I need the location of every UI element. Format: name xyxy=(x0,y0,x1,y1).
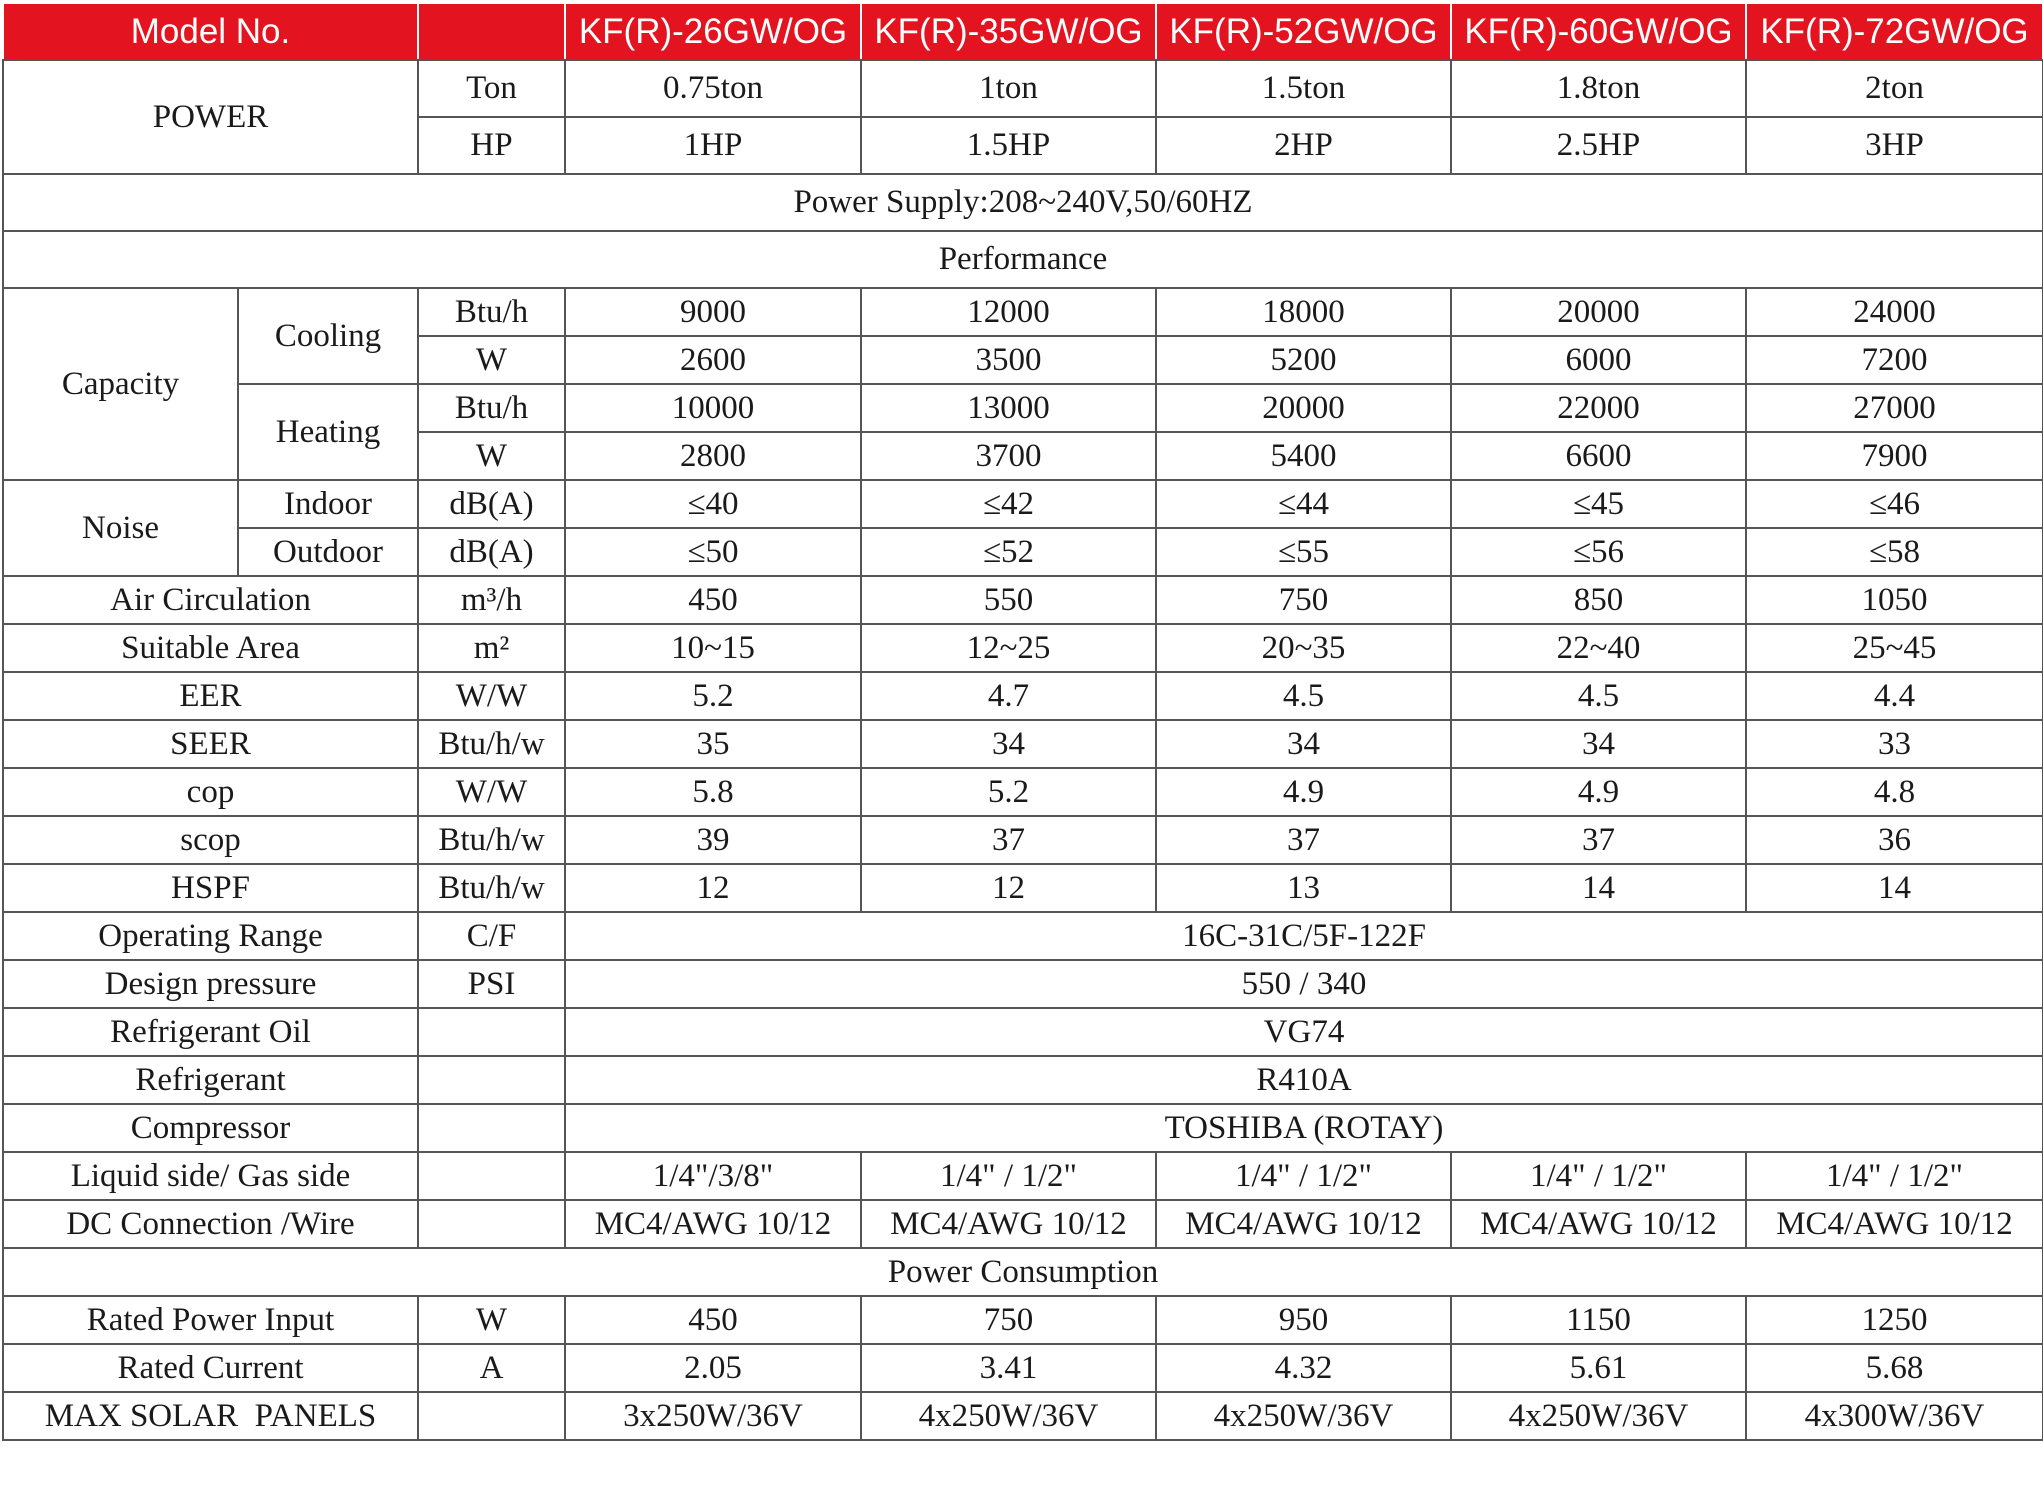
value-cell: 4.5 xyxy=(1451,672,1746,720)
power-supply-text: Power Supply:208~240V,50/60HZ xyxy=(3,174,2043,231)
value-cell: 1.5ton xyxy=(1156,60,1451,117)
unit-cell: dB(A) xyxy=(418,528,565,576)
value-cell: 4x300W/36V xyxy=(1746,1392,2043,1440)
capacity-label: Capacity xyxy=(3,288,238,480)
value-cell: MC4/AWG 10/12 xyxy=(1451,1200,1746,1248)
row-label: SEER xyxy=(3,720,418,768)
row-label: MAX SOLAR PANELS xyxy=(3,1392,418,1440)
scop-row xyxy=(3,816,2043,864)
noise-outdoor-row xyxy=(3,528,2043,576)
value-cell: 4.8 xyxy=(1746,768,2043,816)
hspf-row xyxy=(3,864,2043,912)
value-cell: MC4/AWG 10/12 xyxy=(565,1200,861,1248)
unit-cell: m³/h xyxy=(418,576,565,624)
value-cell: 1ton xyxy=(861,60,1156,117)
row-label: Air Circulation xyxy=(3,576,418,624)
value-cell: 1250 xyxy=(1746,1296,2043,1344)
performance-row xyxy=(3,231,2043,288)
value-cell: 2.05 xyxy=(565,1344,861,1392)
row-label: Liquid side/ Gas side xyxy=(3,1152,418,1200)
shared-value-cell: R410A xyxy=(565,1056,2043,1104)
value-cell: 750 xyxy=(1156,576,1451,624)
value-cell: ≤58 xyxy=(1746,528,2043,576)
value-cell: 13000 xyxy=(861,384,1156,432)
eer-row xyxy=(3,672,2043,720)
value-cell: 850 xyxy=(1451,576,1746,624)
value-cell: 12000 xyxy=(861,288,1156,336)
spec-table xyxy=(2,2,2043,1441)
value-cell: 37 xyxy=(1156,816,1451,864)
power-ton-row xyxy=(3,60,2043,117)
unit-cell xyxy=(418,1104,565,1152)
row-label: Rated Power Input xyxy=(3,1296,418,1344)
value-cell: 33 xyxy=(1746,720,2043,768)
value-cell: 2600 xyxy=(565,336,861,384)
value-cell: 1/4" / 1/2" xyxy=(1746,1152,2043,1200)
row-label: Compressor xyxy=(3,1104,418,1152)
value-cell: 22~40 xyxy=(1451,624,1746,672)
heating-btu-row xyxy=(3,384,2043,432)
power-consumption-row xyxy=(3,1248,2043,1296)
row-label: Refrigerant xyxy=(3,1056,418,1104)
value-cell: 1/4" / 1/2" xyxy=(861,1152,1156,1200)
value-cell: ≤42 xyxy=(861,480,1156,528)
unit-cell: W/W xyxy=(418,672,565,720)
design-pressure-row xyxy=(3,960,2043,1008)
shared-value-cell: TOSHIBA (ROTAY) xyxy=(565,1104,2043,1152)
shared-value-cell: VG74 xyxy=(565,1008,2043,1056)
value-cell: 4.4 xyxy=(1746,672,2043,720)
unit-cell: PSI xyxy=(418,960,565,1008)
value-cell: MC4/AWG 10/12 xyxy=(1156,1200,1451,1248)
value-cell: 6000 xyxy=(1451,336,1746,384)
row-label: scop xyxy=(3,816,418,864)
rated-power-input-row xyxy=(3,1296,2043,1344)
value-cell: 750 xyxy=(861,1296,1156,1344)
unit-cell xyxy=(418,1152,565,1200)
value-cell: 14 xyxy=(1746,864,2043,912)
unit-cell: W xyxy=(418,1296,565,1344)
value-cell: 14 xyxy=(1451,864,1746,912)
unit-cell: C/F xyxy=(418,912,565,960)
value-cell: ≤45 xyxy=(1451,480,1746,528)
value-cell: MC4/AWG 10/12 xyxy=(1746,1200,2043,1248)
noise-indoor-row xyxy=(3,480,2043,528)
value-cell: 2ton xyxy=(1746,60,2043,117)
value-cell: 3x250W/36V xyxy=(565,1392,861,1440)
value-cell: 5.8 xyxy=(565,768,861,816)
value-cell: 4.9 xyxy=(1451,768,1746,816)
model-header: KF(R)-72GW/OG xyxy=(1746,3,2043,60)
value-cell: 5200 xyxy=(1156,336,1451,384)
value-cell: ≤56 xyxy=(1451,528,1746,576)
value-cell: 20000 xyxy=(1156,384,1451,432)
value-cell: 4x250W/36V xyxy=(1451,1392,1746,1440)
row-label: DC Connection /Wire xyxy=(3,1200,418,1248)
value-cell: 39 xyxy=(565,816,861,864)
value-cell: ≤52 xyxy=(861,528,1156,576)
unit-cell: Btu/h xyxy=(418,384,565,432)
value-cell: 25~45 xyxy=(1746,624,2043,672)
value-cell: 4.7 xyxy=(861,672,1156,720)
value-cell: 3.41 xyxy=(861,1344,1156,1392)
unit-cell: Btu/h/w xyxy=(418,816,565,864)
value-cell: 3HP xyxy=(1746,117,2043,174)
dc-connection-row xyxy=(3,1200,2043,1248)
value-cell: 950 xyxy=(1156,1296,1451,1344)
row-label: EER xyxy=(3,672,418,720)
unit-cell: W xyxy=(418,432,565,480)
unit-cell xyxy=(418,1008,565,1056)
performance-section-title: Performance xyxy=(3,231,2043,288)
model-no-label: Model No. xyxy=(3,3,418,60)
unit-cell xyxy=(418,1056,565,1104)
noise-label: Noise xyxy=(3,480,238,576)
value-cell: 9000 xyxy=(565,288,861,336)
shared-value-cell: 16C-31C/5F-122F xyxy=(565,912,2043,960)
piping-row xyxy=(3,1152,2043,1200)
value-cell: 12~25 xyxy=(861,624,1156,672)
value-cell: 450 xyxy=(565,1296,861,1344)
value-cell: 1050 xyxy=(1746,576,2043,624)
value-cell: 35 xyxy=(565,720,861,768)
value-cell: 34 xyxy=(1156,720,1451,768)
value-cell: 5.2 xyxy=(861,768,1156,816)
value-cell: 20~35 xyxy=(1156,624,1451,672)
value-cell: 36 xyxy=(1746,816,2043,864)
value-cell: 1/4" / 1/2" xyxy=(1156,1152,1451,1200)
row-label: Rated Current xyxy=(3,1344,418,1392)
value-cell: 1/4" / 1/2" xyxy=(1451,1152,1746,1200)
value-cell: MC4/AWG 10/12 xyxy=(861,1200,1156,1248)
unit-cell: Btu/h/w xyxy=(418,720,565,768)
value-cell: 7200 xyxy=(1746,336,2043,384)
rated-current-row xyxy=(3,1344,2043,1392)
cooling-label: Cooling xyxy=(238,288,418,384)
unit-cell: Btu/h xyxy=(418,288,565,336)
value-cell: 4.32 xyxy=(1156,1344,1451,1392)
value-cell: 5.2 xyxy=(565,672,861,720)
value-cell: 12 xyxy=(565,864,861,912)
value-cell: 3700 xyxy=(861,432,1156,480)
value-cell: 1.5HP xyxy=(861,117,1156,174)
value-cell: 4x250W/36V xyxy=(1156,1392,1451,1440)
unit-cell: dB(A) xyxy=(418,480,565,528)
row-label: Design pressure xyxy=(3,960,418,1008)
value-cell: 4.5 xyxy=(1156,672,1451,720)
value-cell: 7900 xyxy=(1746,432,2043,480)
value-cell: 18000 xyxy=(1156,288,1451,336)
value-cell: ≤44 xyxy=(1156,480,1451,528)
header-row xyxy=(3,3,2043,60)
value-cell: 2.5HP xyxy=(1451,117,1746,174)
indoor-label: Indoor xyxy=(238,480,418,528)
power-supply-row xyxy=(3,174,2043,231)
row-label: HSPF xyxy=(3,864,418,912)
value-cell: 5400 xyxy=(1156,432,1451,480)
refrigerant-row xyxy=(3,1056,2043,1104)
value-cell: ≤55 xyxy=(1156,528,1451,576)
seer-row xyxy=(3,720,2043,768)
unit-cell xyxy=(418,1200,565,1248)
header-unit-blank xyxy=(418,3,565,60)
max-solar-panels-row xyxy=(3,1392,2043,1440)
value-cell: 20000 xyxy=(1451,288,1746,336)
unit-cell: Ton xyxy=(418,60,565,117)
value-cell: 5.68 xyxy=(1746,1344,2043,1392)
operating-range-row xyxy=(3,912,2043,960)
model-header: KF(R)-35GW/OG xyxy=(861,3,1156,60)
cooling-btu-row xyxy=(3,288,2043,336)
row-label: Suitable Area xyxy=(3,624,418,672)
refrigerant-oil-row xyxy=(3,1008,2043,1056)
air-circulation-row xyxy=(3,576,2043,624)
cop-row xyxy=(3,768,2043,816)
value-cell: 4.9 xyxy=(1156,768,1451,816)
value-cell: 12 xyxy=(861,864,1156,912)
value-cell: 22000 xyxy=(1451,384,1746,432)
value-cell: 34 xyxy=(1451,720,1746,768)
suitable-area-row xyxy=(3,624,2043,672)
value-cell: 1HP xyxy=(565,117,861,174)
heating-label: Heating xyxy=(238,384,418,480)
value-cell: 550 xyxy=(861,576,1156,624)
unit-cell: HP xyxy=(418,117,565,174)
value-cell: 0.75ton xyxy=(565,60,861,117)
unit-cell xyxy=(418,1392,565,1440)
value-cell: ≤46 xyxy=(1746,480,2043,528)
value-cell: 6600 xyxy=(1451,432,1746,480)
model-header: KF(R)-60GW/OG xyxy=(1451,3,1746,60)
value-cell: 10000 xyxy=(565,384,861,432)
unit-cell: m² xyxy=(418,624,565,672)
value-cell: 1.8ton xyxy=(1451,60,1746,117)
row-label: Operating Range xyxy=(3,912,418,960)
row-label: Refrigerant Oil xyxy=(3,1008,418,1056)
value-cell: ≤50 xyxy=(565,528,861,576)
value-cell: 24000 xyxy=(1746,288,2043,336)
value-cell: 1150 xyxy=(1451,1296,1746,1344)
model-header: KF(R)-26GW/OG xyxy=(565,3,861,60)
power-consumption-section-title: Power Consumption xyxy=(3,1248,2043,1296)
value-cell: 27000 xyxy=(1746,384,2043,432)
compressor-row xyxy=(3,1104,2043,1152)
value-cell: 13 xyxy=(1156,864,1451,912)
value-cell: 2800 xyxy=(565,432,861,480)
unit-cell: W/W xyxy=(418,768,565,816)
value-cell: 37 xyxy=(861,816,1156,864)
value-cell: ≤40 xyxy=(565,480,861,528)
value-cell: 34 xyxy=(861,720,1156,768)
outdoor-label: Outdoor xyxy=(238,528,418,576)
power-label: POWER xyxy=(3,60,418,174)
value-cell: 4x250W/36V xyxy=(861,1392,1156,1440)
value-cell: 37 xyxy=(1451,816,1746,864)
value-cell: 5.61 xyxy=(1451,1344,1746,1392)
value-cell: 450 xyxy=(565,576,861,624)
value-cell: 2HP xyxy=(1156,117,1451,174)
unit-cell: W xyxy=(418,336,565,384)
unit-cell: Btu/h/w xyxy=(418,864,565,912)
shared-value-cell: 550 / 340 xyxy=(565,960,2043,1008)
row-label: cop xyxy=(3,768,418,816)
model-header: KF(R)-52GW/OG xyxy=(1156,3,1451,60)
value-cell: 1/4"/3/8" xyxy=(565,1152,861,1200)
unit-cell: A xyxy=(418,1344,565,1392)
value-cell: 3500 xyxy=(861,336,1156,384)
value-cell: 10~15 xyxy=(565,624,861,672)
